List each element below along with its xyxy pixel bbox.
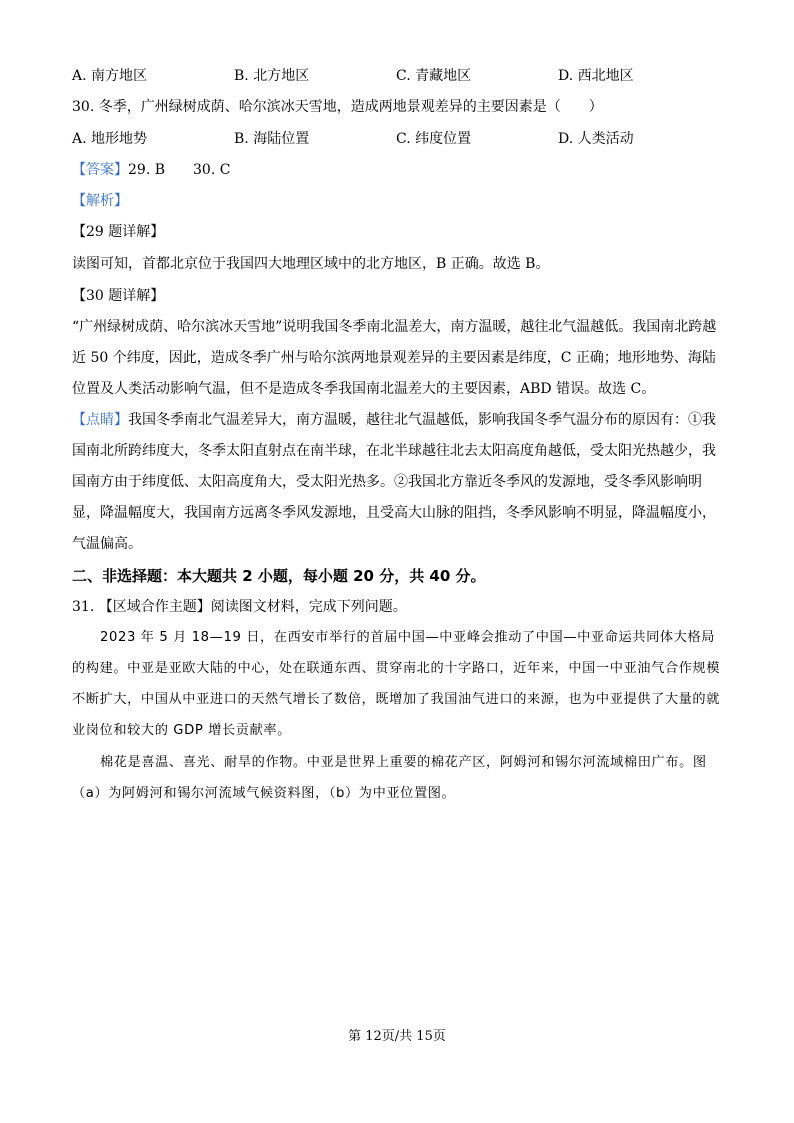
q31-stem: 31. 【区域合作主题】阅读图文材料，完成下列问题。 — [72, 599, 407, 615]
q30-option-a: A. 地形地势 — [72, 131, 148, 147]
q30-stem: 30. 冬季，广州绿树成荫、哈尔滨冰天雪地，造成两地景观差异的主要因素是（ ） — [72, 99, 603, 115]
detail30-text: “广州绿树成荫、哈尔滨冰天雪地”说明我国冬季南北温差大，南方温暖，越往北气温越低。我国南北跨越近 50 个纬度，因此，造成冬季广州与哈尔滨两地景观差异的主要因素是纬度，C 正确；地形地势、海陆位置及人类活动影响气温，但不是造成冬季我国南北温差大的主要因素，ABD 错误。故选 C。 — [72, 319, 717, 397]
q30-option-c: C. 纬度位置 — [396, 131, 472, 147]
detail30-heading: 【30 题详解】 — [72, 288, 165, 304]
answer-value: 29. B 30. C — [128, 162, 231, 178]
answer-label: 【答案】 — [72, 162, 128, 178]
q29-option-a: A. 南方地区 — [72, 68, 148, 84]
q29-option-c: C. 青藏地区 — [396, 68, 472, 84]
tip-text: 我国冬季南北气温差异大，南方温暖，越往北气温越低，影响我国冬季气温分布的原因有：①我国南北所跨纬度大，冬季太阳直射点在南半球，在北半球越往北去太阳高度角越低，受太阳光热越少，我国南方由于纬度低、太阳高度角大，受太阳光热多。②我国北方靠近冬季风的发源地，受冬季风影响明显，降温幅度大，我国南方远离冬季风发源地，且受高大山脉的阻挡，冬季风影响不明显，降温幅度小，气温偏高。 — [72, 412, 716, 552]
q29-option-d: D. 西北地区 — [558, 68, 634, 84]
q30-option-d: D. 人类活动 — [558, 131, 634, 147]
detail29-text: 读图可知，首都北京位于我国四大地理区域中的北方地区，B 正确。故选 B。 — [72, 256, 550, 272]
q29-option-b: B. 北方地区 — [234, 68, 310, 84]
section2-heading: 二、非选择题：本大题共 2 小题，每小题 20 分，共 40 分。 — [72, 567, 486, 585]
q31-paragraph-1: 2023 年 5 月 18—19 日，在西安市举行的首届中国—中亚峰会推动了中国—中亚命运共同体大格局的构建。中亚是亚欧大陆的中心，处在联通东西、贯穿南北的十字路口，近年来，中国一中亚油气合作规模不断扩大，中国从中亚进口的天然气增长了数倍，既增加了我国油气进口的来源，也为中亚提供了大量的就业岗位和较大的 GDP 增长贡献率。 — [72, 630, 721, 738]
page-footer: 第 12页/共 15页 — [348, 1029, 446, 1044]
answer-line — [72, 160, 230, 180]
detail29-heading: 【29 题详解】 — [72, 224, 165, 240]
tip-paragraph — [72, 405, 722, 560]
tip-label: 【点睛】 — [72, 412, 128, 428]
q30-option-b: B. 海陆位置 — [234, 131, 310, 147]
analysis-label: 【解析】 — [72, 193, 128, 209]
q31-paragraph-2: 棉花是喜温、喜光、耐旱的作物。中亚是世界上重要的棉花产区，阿姆河和锡尔河流域棉田广布。图（a）为阿姆河和锡尔河流域气候资料图，（b）为中亚位置图。 — [72, 755, 707, 801]
